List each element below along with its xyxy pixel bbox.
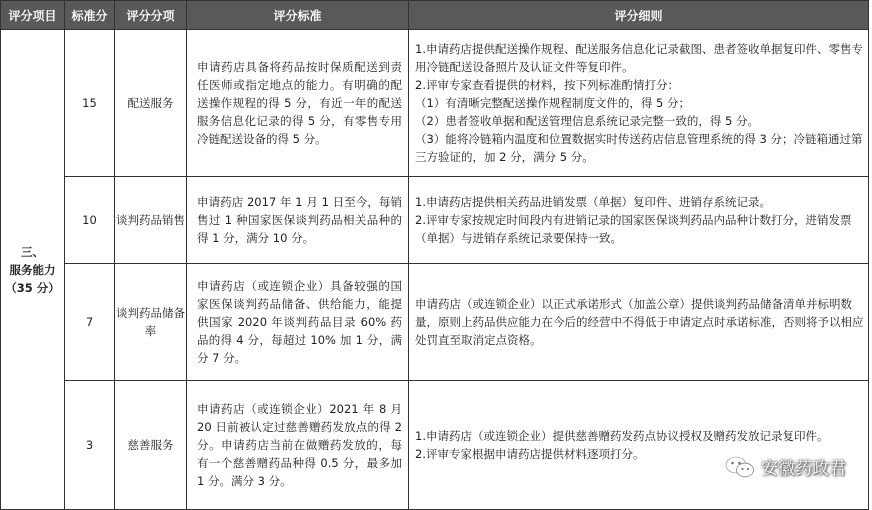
header-category: 评分项目 xyxy=(1,1,65,30)
table-row xyxy=(1,381,869,510)
header-standard: 评分标准 xyxy=(187,1,409,30)
header-score: 标准分 xyxy=(65,1,115,30)
standard-cell: 申请药店（或连锁企业）2021 年 8 月 20 日前被认定过慈善赠药发放点的得 2 分。申请药店当前在做赠药发放的，每有一个慈善赠药品种得 0.5 分，最多加 1 分。满分 3 分。 xyxy=(187,381,409,510)
header-details: 评分细则 xyxy=(409,1,869,30)
wechat-icon xyxy=(725,455,755,479)
detail-line: （2）患者签收单据和配送管理信息系统记录完整一致的，得 5 分。 xyxy=(415,114,759,128)
item-cell: 谈判药品储备率 xyxy=(115,264,187,381)
score-cell: 7 xyxy=(65,264,115,381)
detail-line: （1）有清晰完整配送操作规程制度文件的，得 5 分； xyxy=(415,96,690,110)
details-cell xyxy=(409,381,869,510)
detail-line: 1.申请药店提供配送操作规程、配送服务信息化记录截图、患者签收单据复印件、零售专用冷链配送设备照片及认证文件等复印件。 xyxy=(415,42,863,74)
table-row xyxy=(1,264,869,381)
item-cell: 配送服务 xyxy=(115,30,187,177)
watermark xyxy=(725,454,846,479)
item-cell: 慈善服务 xyxy=(115,381,187,510)
standard-cell: 申请药店（或连锁企业）具备较强的国家医保谈判药品储备、供给能力，能提供国家 2020 年谈判药品目录 60% 药品的得 4 分，每超过 10% 加 1 分，满分 7 分。 xyxy=(187,264,409,381)
detail-line: 1.申请药店（或连锁企业）提供慈善赠药发药点协议授权及赠药发放记录复印件。 xyxy=(415,429,829,443)
table-row xyxy=(1,177,869,264)
detail-line: （3）能将冷链箱内温度和位置数据实时传送药店信息管理系统的得 3 分；冷链箱通过第三方验证的，加 2 分，满分 5 分。 xyxy=(415,132,863,164)
standard-cell: 申请药店 2017 年 1 月 1 日至今，每销售过 1 种国家医保谈判药品相关品种的得 1 分，满分 10 分。 xyxy=(187,177,409,264)
score-cell: 10 xyxy=(65,177,115,264)
category-cell xyxy=(1,30,65,510)
score-cell: 3 xyxy=(65,381,115,510)
category-number: 三、 xyxy=(21,244,44,259)
header-item: 评分分项 xyxy=(115,1,187,30)
details-cell xyxy=(409,177,869,264)
header-row xyxy=(1,1,869,30)
detail-line: 2.评审专家按规定时间段内有进销记录的国家医保谈判药品内品种计数打分，进销发票（单据）与进销存系统记录要保持一致。 xyxy=(415,213,852,245)
details-cell xyxy=(409,264,869,381)
detail-line: 2.评审专家查看提供的材料，按下列标准酌情打分： xyxy=(415,78,679,92)
watermark-text: 安徽药政君 xyxy=(761,459,846,479)
table-row xyxy=(1,30,869,177)
item-cell: 谈判药品销售 xyxy=(115,177,187,264)
standard-cell: 申请药店具备将药品按时保质配送到责任医师或指定地点的能力。有明确的配送操作规程的得 5 分，有近一年的配送服务信息化记录的得 5 分，有零售专用冷链配送设备的得 5 分。 xyxy=(187,30,409,177)
detail-line: 1.申请药店提供相关药品进销发票（单据）复印件、进销存系统记录。 xyxy=(415,195,771,209)
details-cell xyxy=(409,30,869,177)
category-title: 服务能力 xyxy=(9,262,56,277)
category-points: （35 分） xyxy=(5,280,60,295)
score-cell: 15 xyxy=(65,30,115,177)
detail-line: 2.评审专家根据申请药店提供材料逐项打分。 xyxy=(415,447,645,461)
detail-line: 申请药店（或连锁企业）以正式承诺形式（加盖公章）提供谈判药品储备清单并标明数量，原则上药品供应能力在今后的经营中不得低于申请定点时承诺标准，否则将予以相应处罚直至取消定点资格。 xyxy=(415,297,864,347)
